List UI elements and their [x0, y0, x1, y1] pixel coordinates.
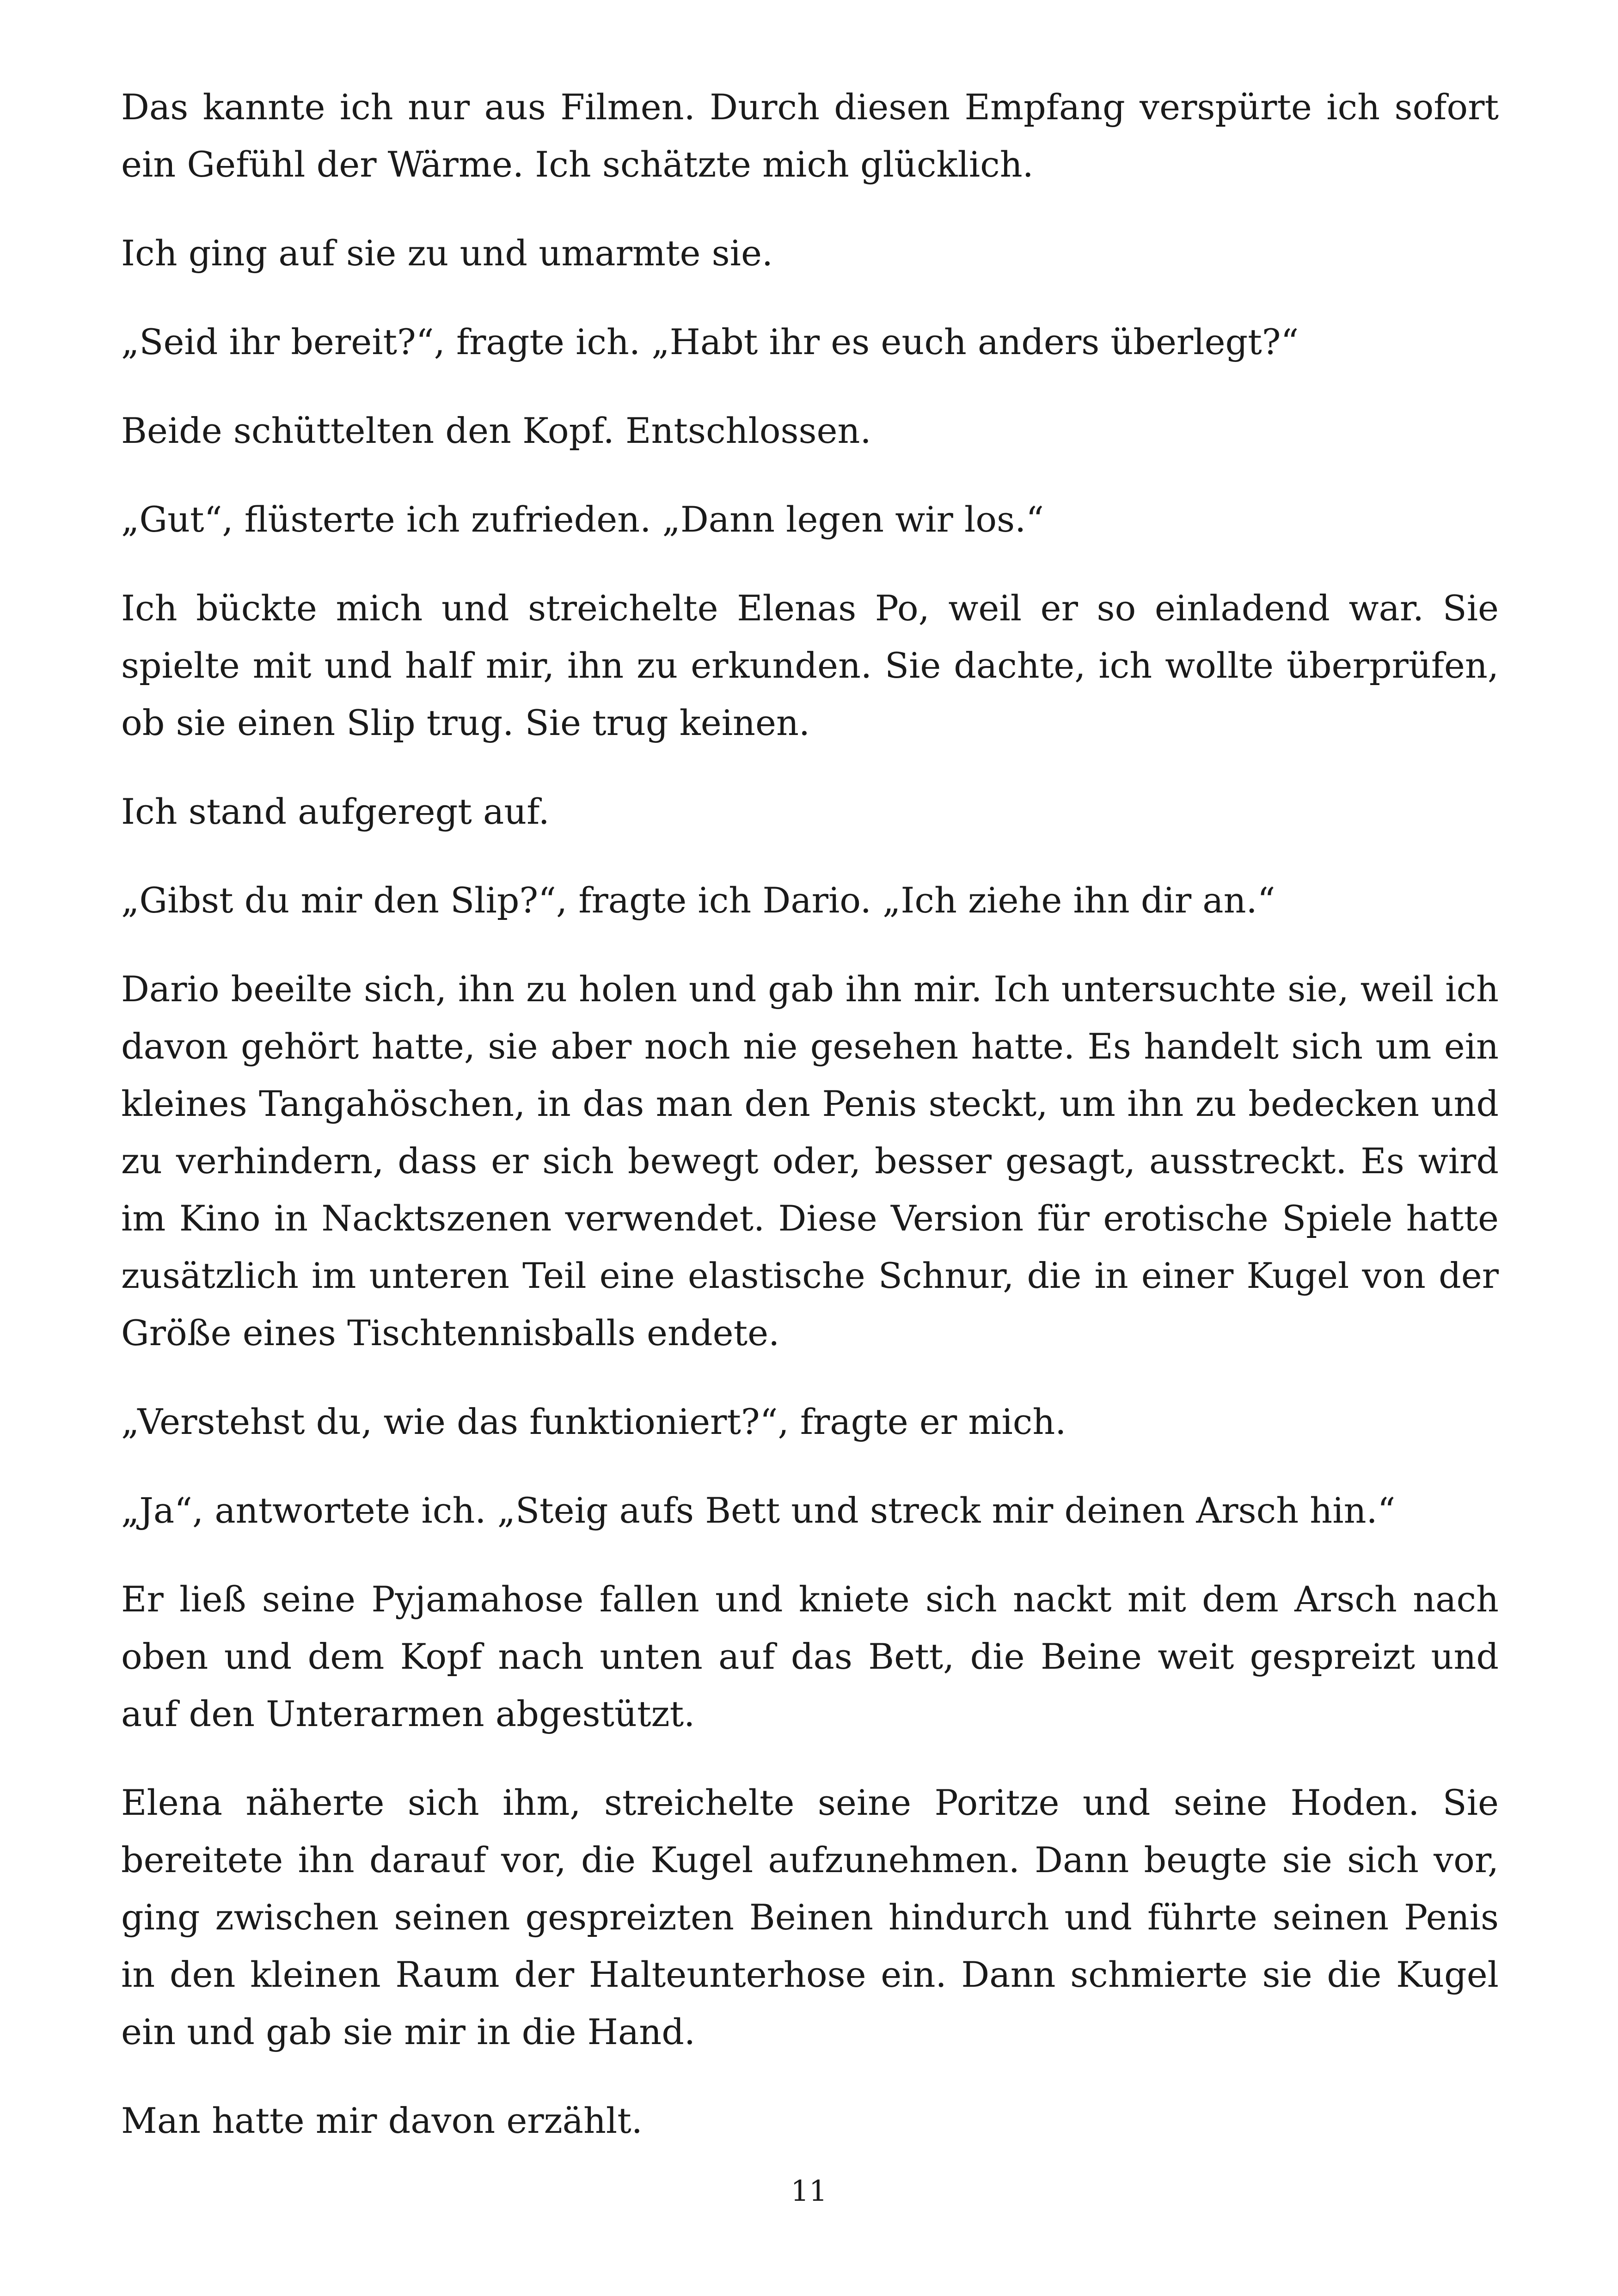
- paragraph-6: Ich bückte mich und streichelte Elenas Po, weil er so einladend war. Sie spielte mit und half mir, ihn zu erkunden. Sie dachte, ich wollte überprüfen, ob sie einen Slip trug. Sie trug keinen.: [121, 588, 1499, 743]
- paragraph-9: Dario beeilte sich, ihn zu holen und gab ihn mir. Ich untersuchte sie, weil ich davon gehört hatte, sie aber noch nie gesehen hatte. Es handelt sich um ein kleines Tangahöschen, in das man den Penis steckt, um ihn zu bedecken und zu verhindern, dass er sich bewegt oder, besser gesagt, ausstreckt. Es wird im Kino in Nacktszenen verwendet. Diese Version für erotische Spiele hatte zusätzlich im unteren Teil eine elastische Schnur, die in einer Kugel von der Größe eines Tischtennisballs endete.: [121, 968, 1499, 1353]
- paragraph-5: „Gut“, flüsterte ich zufrieden. „Dann legen wir los.“: [121, 499, 1044, 540]
- page-number: 11: [791, 2174, 827, 2208]
- paragraph-1: Das kannte ich nur aus Filmen. Durch diesen Empfang verspürte ich sofort ein Gefühl der Wärme. Ich schätzte mich glücklich.: [121, 86, 1499, 185]
- paragraph-8: „Gibst du mir den Slip?“, fragte ich Dario. „Ich ziehe ihn dir an.“: [121, 880, 1275, 921]
- paragraph-7: Ich stand aufgeregt auf.: [121, 791, 550, 832]
- paragraph-2: Ich ging auf sie zu und umarmte sie.: [121, 233, 773, 274]
- paragraph-14: Man hatte mir davon erzählt.: [121, 2100, 643, 2141]
- body-text: [121, 79, 1499, 2149]
- paragraph-3: „Seid ihr bereit?“, fragte ich. „Habt ihr es euch anders überlegt?“: [121, 321, 1299, 362]
- paragraph-12: Er ließ seine Pyjamahose fallen und kniete sich nackt mit dem Arsch nach oben und dem Kopf nach unten auf das Bett, die Beine weit gespreizt und auf den Unterarmen abgestützt.: [121, 1579, 1499, 1734]
- paragraph-4: Beide schüttelten den Kopf. Entschlossen.: [121, 410, 871, 451]
- paragraph-11: „Ja“, antwortete ich. „Steig aufs Bett und streck mir deinen Arsch hin.“: [121, 1490, 1396, 1531]
- paragraph-10: „Verstehst du, wie das funktioniert?“, fragte er mich.: [121, 1401, 1066, 1442]
- paragraph-13: Elena näherte sich ihm, streichelte seine Poritze und seine Hoden. Sie bereitete ihn darauf vor, die Kugel aufzunehmen. Dann beugte sie sich vor, ging zwischen seinen gespreizten Beinen hindurch und führte seinen Penis in den kleinen Raum der Halteunterhose ein. Dann schmierte sie die Kugel ein und gab sie mir in die Hand.: [121, 1782, 1499, 2052]
